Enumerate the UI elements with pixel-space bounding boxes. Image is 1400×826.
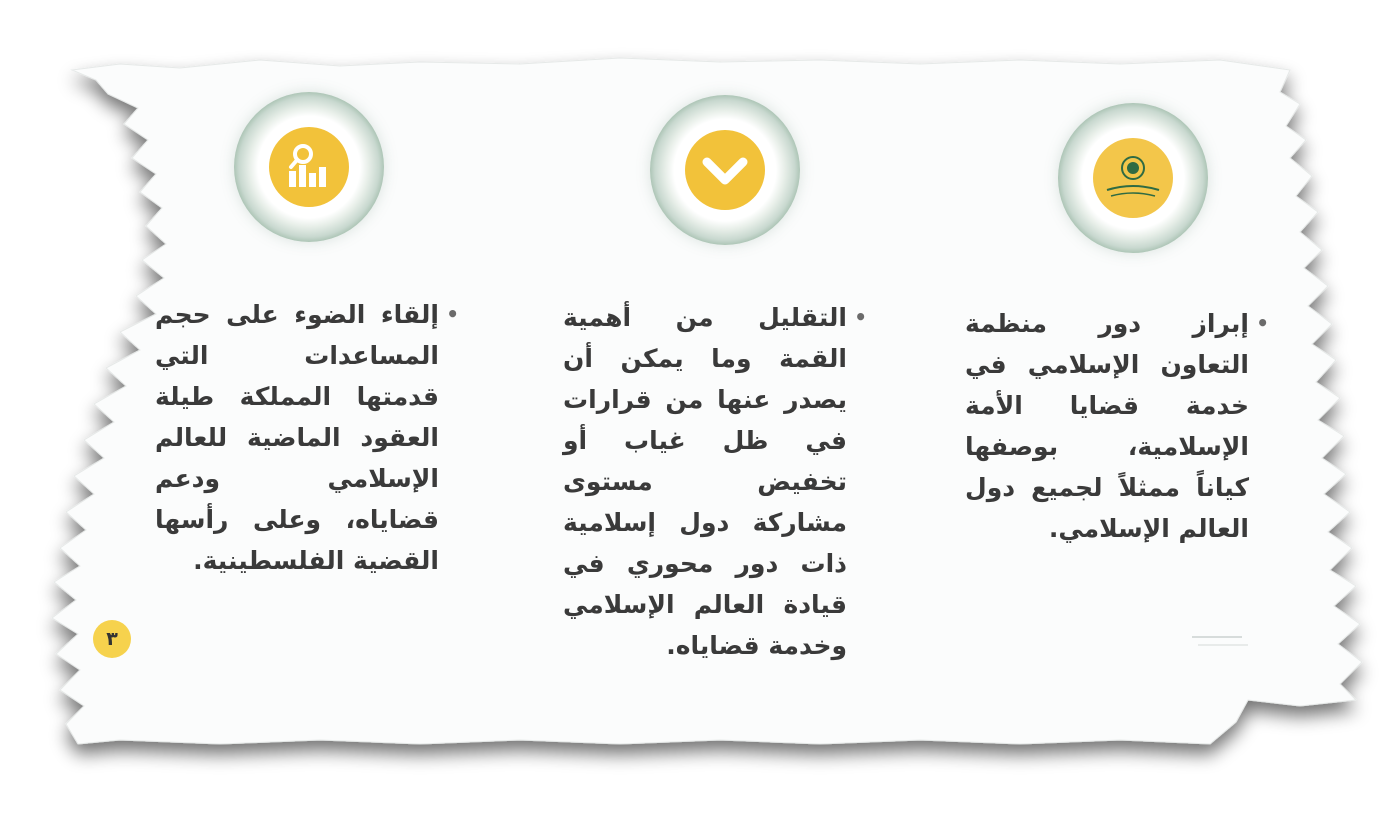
bullet-icon: • bbox=[1256, 311, 1269, 335]
chevron-down-icon bbox=[685, 130, 765, 210]
bullet-text-left bbox=[155, 294, 459, 581]
chevron-badge bbox=[650, 95, 800, 245]
chart-search-icon bbox=[269, 127, 349, 207]
chart-badge bbox=[234, 92, 384, 242]
bullet-text-middle bbox=[563, 297, 867, 666]
bullet-text-right bbox=[965, 303, 1269, 549]
bullet-icon: • bbox=[854, 305, 867, 329]
bullet-text: التقليل من أهمية القمة وما يمكن أن يصدر عنها من قرارات في ظل غياب أو تخفيض مستوى مشاركة دول إسلامية ذات دور محوري في قيادة العالم الإسلامي وخدمة قضاياه. bbox=[563, 303, 847, 660]
bullet-icon: • bbox=[446, 302, 459, 326]
oic-logo-icon bbox=[1093, 138, 1173, 218]
oic-badge bbox=[1058, 103, 1208, 253]
bullet-text: إلقاء الضوء على حجم المساعدات التي قدمتها المملكة طيلة العقود الماضية للعالم الإسلامي ودعم قضاياه، وعلى رأسها القضية الفلسطينية. bbox=[155, 300, 439, 575]
watermark-logo bbox=[1190, 630, 1250, 652]
page-number: ٣ bbox=[93, 620, 131, 658]
bullet-text: إبراز دور منظمة التعاون الإسلامي في خدمة قضايا الأمة الإسلامية، بوصفها كياناً ممثلاً لجميع دول العالم الإسلامي. bbox=[965, 309, 1249, 543]
